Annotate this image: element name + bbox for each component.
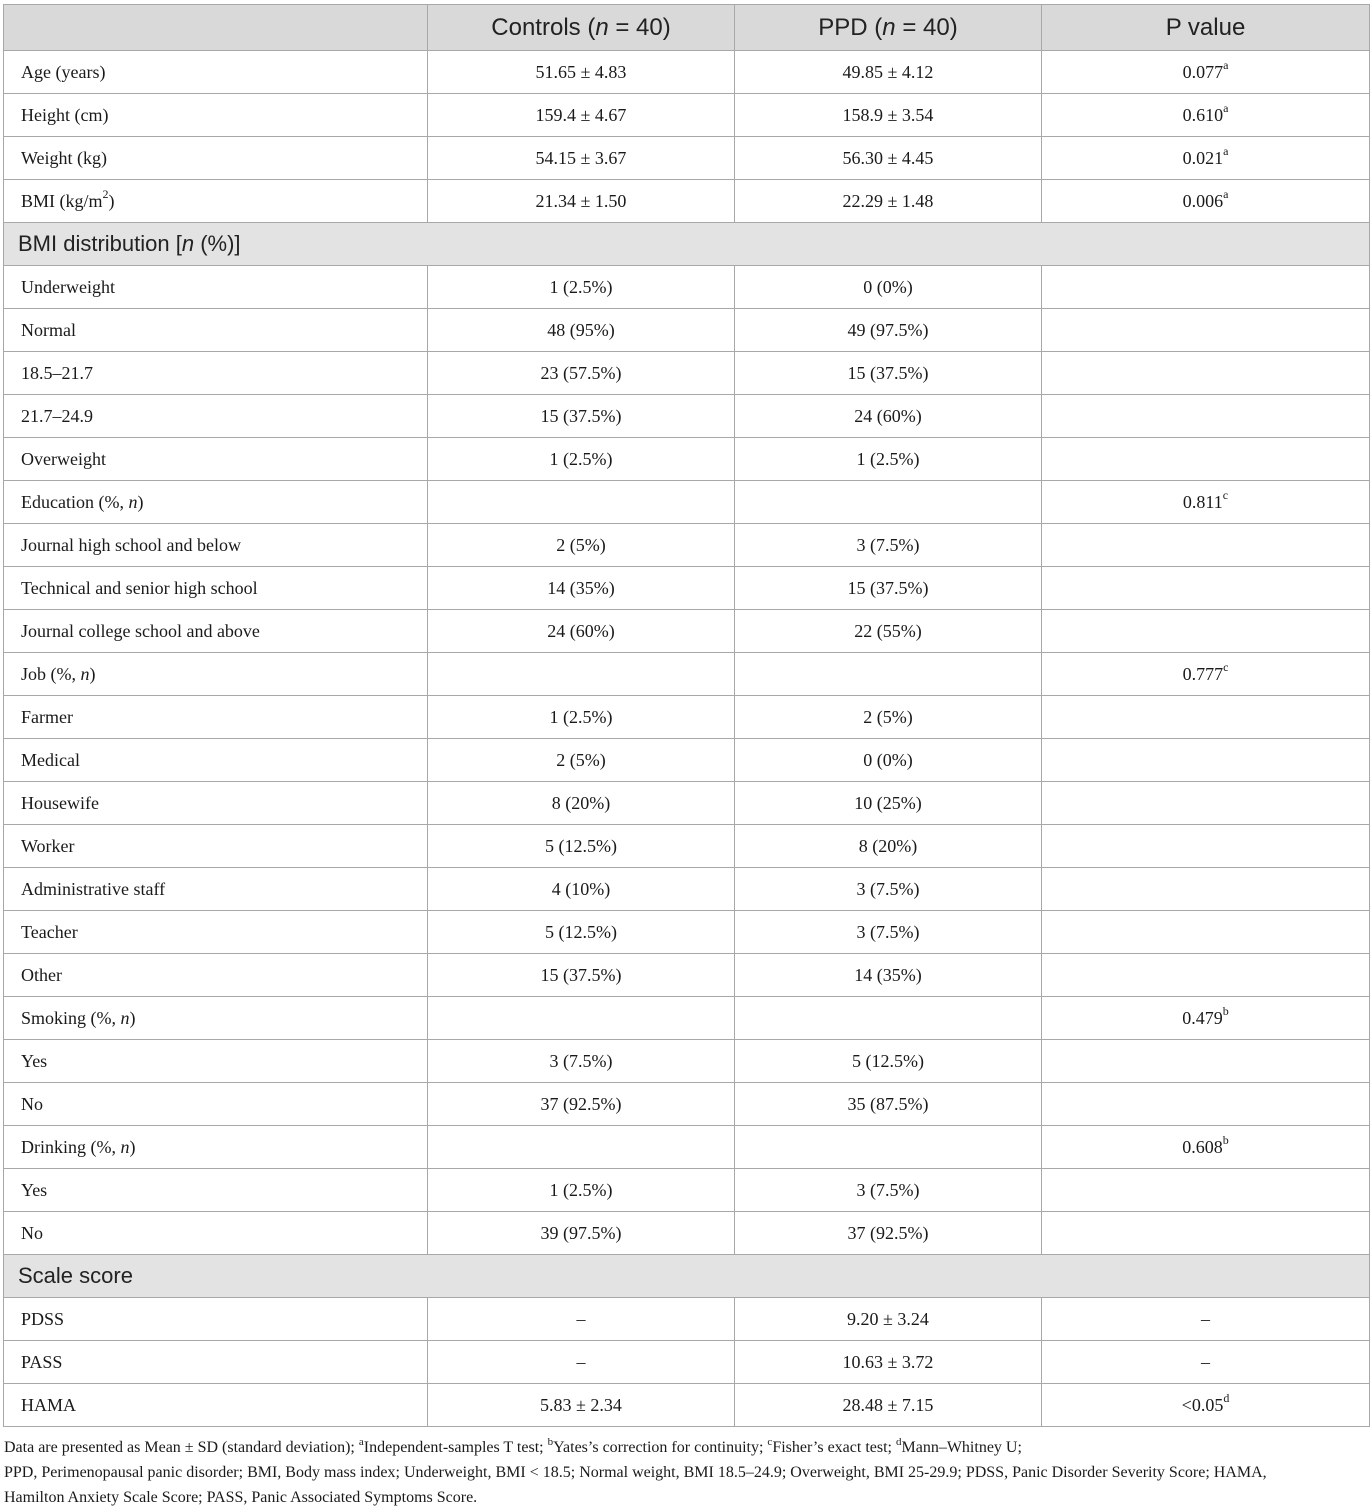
table-row bbox=[4, 1384, 1370, 1427]
row-label: Normal bbox=[4, 309, 428, 352]
row-label: Age (years) bbox=[4, 51, 428, 94]
ppd-cell: 10.63 ± 3.72 bbox=[735, 1341, 1042, 1384]
pvalue-cell bbox=[1042, 1040, 1370, 1083]
table-row bbox=[4, 653, 1370, 696]
table-row bbox=[4, 1341, 1370, 1384]
row-label: Farmer bbox=[4, 696, 428, 739]
ppd-cell bbox=[735, 997, 1042, 1040]
row-label: Overweight bbox=[4, 438, 428, 481]
row-label: HAMA bbox=[4, 1384, 428, 1427]
section-title: Scale score bbox=[4, 1255, 1370, 1298]
controls-cell: 1 (2.5%) bbox=[428, 1169, 735, 1212]
ppd-cell bbox=[735, 481, 1042, 524]
controls-cell: 5 (12.5%) bbox=[428, 911, 735, 954]
ppd-cell: 49.85 ± 4.12 bbox=[735, 51, 1042, 94]
pvalue-cell bbox=[1042, 1212, 1370, 1255]
row-label: Yes bbox=[4, 1169, 428, 1212]
pvalue-cell bbox=[1042, 911, 1370, 954]
row-label-text: Education (%, bbox=[21, 491, 129, 512]
pvalue-cell bbox=[1042, 1126, 1370, 1169]
pvalue-cell bbox=[1042, 1341, 1370, 1384]
pvalue-superscript: c bbox=[1223, 659, 1229, 674]
table-row bbox=[4, 1040, 1370, 1083]
header-ppd-suffix: = 40) bbox=[895, 13, 958, 41]
pvalue-superscript: c bbox=[1222, 487, 1229, 502]
row-label: No bbox=[4, 1212, 428, 1255]
controls-cell bbox=[428, 1126, 735, 1169]
ppd-cell: 37 (92.5%) bbox=[735, 1212, 1042, 1255]
ppd-cell: 15 (37.5%) bbox=[735, 567, 1042, 610]
footnote-line-1 bbox=[4, 1435, 1369, 1460]
pvalue-cell bbox=[1042, 395, 1370, 438]
row-label-italic: n bbox=[80, 663, 90, 684]
controls-cell: – bbox=[428, 1341, 735, 1384]
pvalue-number: <0.05 bbox=[1181, 1394, 1224, 1415]
section-title-italic: n bbox=[181, 231, 195, 256]
table-footnote bbox=[3, 1435, 1369, 1510]
table-header-row bbox=[4, 5, 1370, 51]
ppd-cell bbox=[735, 1126, 1042, 1169]
table-row bbox=[4, 180, 1370, 223]
header-controls-prefix: Controls ( bbox=[491, 13, 596, 41]
row-label: Medical bbox=[4, 739, 428, 782]
row-label bbox=[4, 481, 428, 524]
pvalue-number: 0.610 bbox=[1182, 104, 1224, 125]
pvalue-cell bbox=[1042, 954, 1370, 997]
ppd-cell bbox=[735, 653, 1042, 696]
controls-cell: 39 (97.5%) bbox=[428, 1212, 735, 1255]
pvalue-cell bbox=[1042, 1384, 1370, 1427]
controls-cell: 37 (92.5%) bbox=[428, 1083, 735, 1126]
ppd-cell: 8 (20%) bbox=[735, 825, 1042, 868]
row-label: Other bbox=[4, 954, 428, 997]
footnote-text: Data are presented as Mean ± SD (standard deviation); bbox=[4, 1439, 359, 1456]
ppd-cell: 3 (7.5%) bbox=[735, 911, 1042, 954]
table-row bbox=[4, 1126, 1370, 1169]
table-row bbox=[4, 1298, 1370, 1341]
row-label: 18.5–21.7 bbox=[4, 352, 428, 395]
pvalue-superscript: b bbox=[1222, 1003, 1229, 1018]
footnote-text-a: Independent-samples T test; bbox=[363, 1439, 548, 1456]
controls-cell: 3 (7.5%) bbox=[428, 1040, 735, 1083]
row-label: Housewife bbox=[4, 782, 428, 825]
controls-cell: 15 (37.5%) bbox=[428, 395, 735, 438]
row-label-text: Smoking (%, bbox=[21, 1007, 121, 1028]
controls-cell: 14 (35%) bbox=[428, 567, 735, 610]
controls-cell: 159.4 ± 4.67 bbox=[428, 94, 735, 137]
ppd-cell: 22 (55%) bbox=[735, 610, 1042, 653]
ppd-cell: 3 (7.5%) bbox=[735, 524, 1042, 567]
controls-cell: 1 (2.5%) bbox=[428, 696, 735, 739]
controls-cell: 54.15 ± 3.67 bbox=[428, 137, 735, 180]
ppd-cell: 15 (37.5%) bbox=[735, 352, 1042, 395]
ppd-cell: 0 (0%) bbox=[735, 739, 1042, 782]
pvalue-number: 0.479 bbox=[1182, 1007, 1223, 1028]
controls-cell: 2 (5%) bbox=[428, 524, 735, 567]
table-row bbox=[4, 868, 1370, 911]
pvalue-number: 0.608 bbox=[1182, 1136, 1223, 1157]
pvalue-number: 0.777 bbox=[1182, 663, 1224, 684]
pvalue-cell bbox=[1042, 94, 1370, 137]
row-label: Worker bbox=[4, 825, 428, 868]
footnote-text-d: Mann–Whitney U; bbox=[901, 1439, 1022, 1456]
pvalue-superscript: a bbox=[1223, 100, 1229, 115]
ppd-cell: 35 (87.5%) bbox=[735, 1083, 1042, 1126]
section-title-suffix: (%)] bbox=[194, 231, 241, 256]
section-row-bmi-distribution bbox=[4, 223, 1370, 266]
row-label-close: ) bbox=[89, 663, 96, 684]
controls-cell: 48 (95%) bbox=[428, 309, 735, 352]
row-label-italic: n bbox=[120, 1136, 130, 1157]
row-label: Height (cm) bbox=[4, 94, 428, 137]
footnote-mark-d: d bbox=[896, 1435, 902, 1448]
pvalue-cell bbox=[1042, 524, 1370, 567]
pvalue-cell bbox=[1042, 868, 1370, 911]
table-row bbox=[4, 51, 1370, 94]
ppd-cell: 5 (12.5%) bbox=[735, 1040, 1042, 1083]
controls-cell bbox=[428, 997, 735, 1040]
table-row bbox=[4, 352, 1370, 395]
ppd-cell: 0 (0%) bbox=[735, 266, 1042, 309]
pvalue-superscript: a bbox=[1223, 186, 1229, 201]
ppd-cell: 2 (5%) bbox=[735, 696, 1042, 739]
ppd-cell: 10 (25%) bbox=[735, 782, 1042, 825]
controls-cell: 5.83 ± 2.34 bbox=[428, 1384, 735, 1427]
pvalue-cell bbox=[1042, 782, 1370, 825]
pvalue-cell bbox=[1042, 739, 1370, 782]
row-label: No bbox=[4, 1083, 428, 1126]
header-controls bbox=[428, 5, 735, 51]
bmi-label-superscript: 2 bbox=[102, 186, 109, 201]
footnote-mark-a: a bbox=[358, 1435, 364, 1448]
row-label bbox=[4, 180, 428, 223]
pvalue-cell bbox=[1042, 1169, 1370, 1212]
row-label-text: Job (%, bbox=[21, 663, 81, 684]
table-row bbox=[4, 1083, 1370, 1126]
ppd-cell: 49 (97.5%) bbox=[735, 309, 1042, 352]
controls-cell bbox=[428, 481, 735, 524]
header-ppd-n: n bbox=[882, 13, 896, 41]
controls-cell: 5 (12.5%) bbox=[428, 825, 735, 868]
ppd-cell: 14 (35%) bbox=[735, 954, 1042, 997]
ppd-cell: 9.20 ± 3.24 bbox=[735, 1298, 1042, 1341]
row-label: PDSS bbox=[4, 1298, 428, 1341]
row-label-close: ) bbox=[129, 1007, 136, 1028]
table-row bbox=[4, 395, 1370, 438]
table-row bbox=[4, 309, 1370, 352]
table-row bbox=[4, 1212, 1370, 1255]
pvalue-cell bbox=[1042, 653, 1370, 696]
pvalue-cell bbox=[1042, 352, 1370, 395]
row-label-close: ) bbox=[137, 491, 144, 512]
header-empty-cell bbox=[4, 5, 428, 51]
table-row bbox=[4, 954, 1370, 997]
row-label: Yes bbox=[4, 1040, 428, 1083]
pvalue-cell bbox=[1042, 481, 1370, 524]
row-label: Underweight bbox=[4, 266, 428, 309]
section-title bbox=[4, 223, 1370, 266]
controls-cell: 1 (2.5%) bbox=[428, 438, 735, 481]
row-label-close: ) bbox=[129, 1136, 136, 1157]
table-row bbox=[4, 911, 1370, 954]
pvalue-number: 0.021 bbox=[1182, 147, 1224, 168]
pvalue-number: 0.811 bbox=[1182, 491, 1223, 512]
pvalue-cell bbox=[1042, 309, 1370, 352]
controls-cell: 21.34 ± 1.50 bbox=[428, 180, 735, 223]
pvalue-cell bbox=[1042, 696, 1370, 739]
controls-cell: 8 (20%) bbox=[428, 782, 735, 825]
row-label-italic: n bbox=[120, 1007, 130, 1028]
ppd-cell: 158.9 ± 3.54 bbox=[735, 94, 1042, 137]
demographics-table bbox=[3, 4, 1370, 1427]
ppd-cell: 3 (7.5%) bbox=[735, 1169, 1042, 1212]
controls-cell: – bbox=[428, 1298, 735, 1341]
pvalue-cell bbox=[1042, 567, 1370, 610]
ppd-cell: 24 (60%) bbox=[735, 395, 1042, 438]
row-label: Journal college school and above bbox=[4, 610, 428, 653]
row-label: Teacher bbox=[4, 911, 428, 954]
row-label: 21.7–24.9 bbox=[4, 395, 428, 438]
pvalue-superscript: a bbox=[1223, 57, 1229, 72]
row-label: Administrative staff bbox=[4, 868, 428, 911]
footnote-line-3: Hamilton Anxiety Scale Score; PASS, Panic Associated Symptoms Score. bbox=[4, 1489, 478, 1506]
table-row bbox=[4, 94, 1370, 137]
pvalue-cell bbox=[1042, 51, 1370, 94]
controls-cell: 1 (2.5%) bbox=[428, 266, 735, 309]
pvalue-superscript: d bbox=[1223, 1390, 1230, 1405]
row-label bbox=[4, 1126, 428, 1169]
table-row bbox=[4, 610, 1370, 653]
header-controls-n: n bbox=[595, 13, 609, 41]
row-label: Technical and senior high school bbox=[4, 567, 428, 610]
table-row bbox=[4, 481, 1370, 524]
table-row bbox=[4, 137, 1370, 180]
ppd-cell: 56.30 ± 4.45 bbox=[735, 137, 1042, 180]
pvalue-number: 0.006 bbox=[1182, 190, 1224, 211]
row-label-italic: n bbox=[128, 491, 138, 512]
row-label: PASS bbox=[4, 1341, 428, 1384]
table-row bbox=[4, 567, 1370, 610]
footnote-text-b: Yates’s correction for continuity; bbox=[553, 1439, 768, 1456]
table-row bbox=[4, 524, 1370, 567]
section-row-scale-score bbox=[4, 1255, 1370, 1298]
pvalue-number: – bbox=[1201, 1308, 1210, 1329]
row-label: Journal high school and below bbox=[4, 524, 428, 567]
footnote-mark-b: b bbox=[547, 1435, 554, 1448]
row-label-text: Drinking (%, bbox=[21, 1136, 121, 1157]
table-row bbox=[4, 696, 1370, 739]
footnote-mark-c: c bbox=[767, 1435, 773, 1448]
table-row bbox=[4, 997, 1370, 1040]
footnote-line-2: PPD, Perimenopausal panic disorder; BMI, Body mass index; Underweight, BMI < 18.5; Normal weight, BMI 18.5–24.9; Overweight, BMI 25-29.9; PDSS, Panic Disorder Severity Score; HAMA, bbox=[4, 1464, 1267, 1481]
controls-cell: 4 (10%) bbox=[428, 868, 735, 911]
bmi-label-text: BMI (kg/m bbox=[21, 190, 103, 211]
footnote-text-c: Fisher’s exact test; bbox=[772, 1439, 896, 1456]
pvalue-cell bbox=[1042, 610, 1370, 653]
controls-cell: 15 (37.5%) bbox=[428, 954, 735, 997]
bmi-label-close: ) bbox=[108, 190, 115, 211]
table-row bbox=[4, 739, 1370, 782]
header-ppd bbox=[735, 5, 1042, 51]
pvalue-superscript: a bbox=[1223, 143, 1229, 158]
table-row bbox=[4, 266, 1370, 309]
pvalue-cell bbox=[1042, 438, 1370, 481]
controls-cell: 51.65 ± 4.83 bbox=[428, 51, 735, 94]
header-controls-suffix: = 40) bbox=[608, 13, 671, 41]
pvalue-number: – bbox=[1201, 1351, 1210, 1372]
controls-cell bbox=[428, 653, 735, 696]
pvalue-cell bbox=[1042, 266, 1370, 309]
controls-cell: 23 (57.5%) bbox=[428, 352, 735, 395]
table-row bbox=[4, 782, 1370, 825]
ppd-cell: 3 (7.5%) bbox=[735, 868, 1042, 911]
row-label bbox=[4, 997, 428, 1040]
pvalue-cell bbox=[1042, 137, 1370, 180]
table-row bbox=[4, 1169, 1370, 1212]
row-label: Weight (kg) bbox=[4, 137, 428, 180]
header-ppd-prefix: PPD ( bbox=[818, 13, 883, 41]
header-pvalue: P value bbox=[1042, 5, 1370, 51]
controls-cell: 2 (5%) bbox=[428, 739, 735, 782]
ppd-cell: 22.29 ± 1.48 bbox=[735, 180, 1042, 223]
row-label bbox=[4, 653, 428, 696]
ppd-cell: 1 (2.5%) bbox=[735, 438, 1042, 481]
pvalue-number: 0.077 bbox=[1182, 61, 1224, 82]
table-row bbox=[4, 825, 1370, 868]
pvalue-cell bbox=[1042, 1298, 1370, 1341]
table-row bbox=[4, 438, 1370, 481]
section-title-text: BMI distribution [ bbox=[18, 231, 182, 256]
pvalue-cell bbox=[1042, 997, 1370, 1040]
controls-cell: 24 (60%) bbox=[428, 610, 735, 653]
ppd-cell: 28.48 ± 7.15 bbox=[735, 1384, 1042, 1427]
table-container bbox=[3, 4, 1369, 1510]
pvalue-cell bbox=[1042, 1083, 1370, 1126]
pvalue-superscript: b bbox=[1222, 1132, 1229, 1147]
pvalue-cell bbox=[1042, 180, 1370, 223]
pvalue-cell bbox=[1042, 825, 1370, 868]
